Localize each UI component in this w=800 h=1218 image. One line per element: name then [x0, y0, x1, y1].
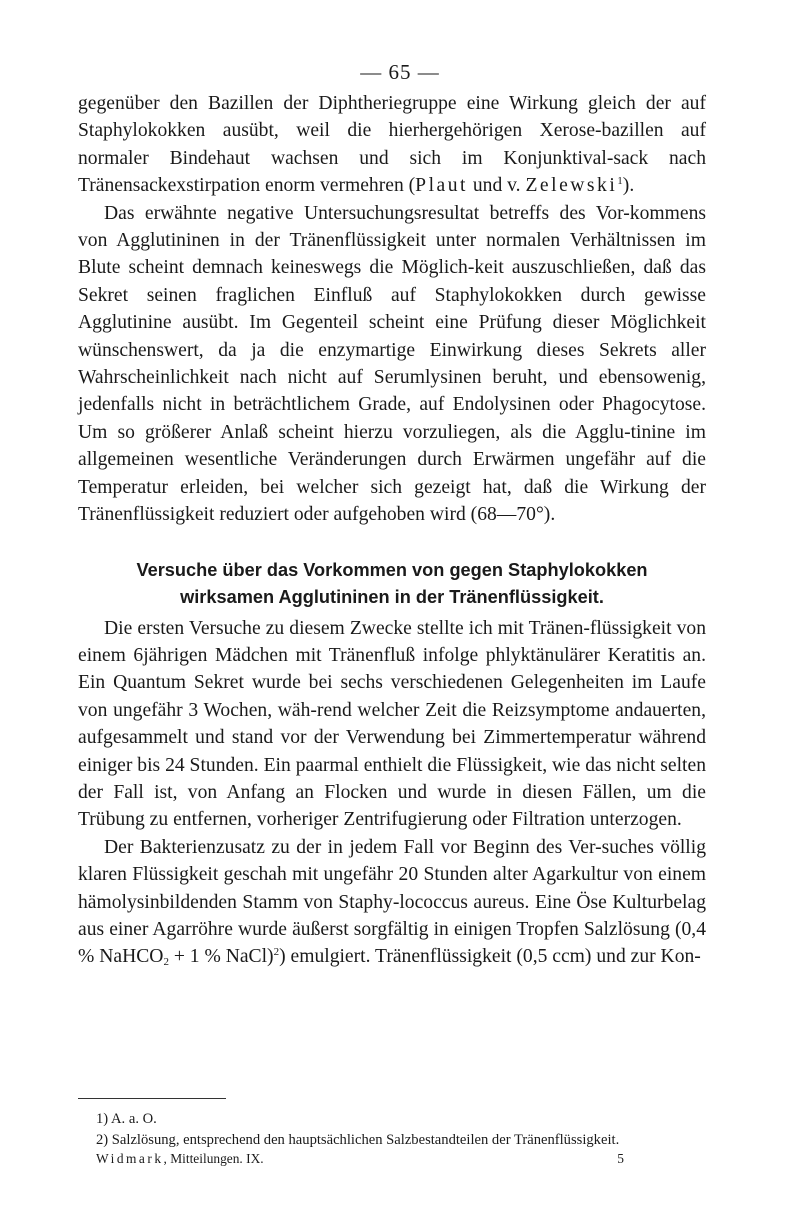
body-text	[78, 90, 706, 971]
footnote-1: 1) A. a. O.	[96, 1111, 157, 1127]
paragraph-1-text: gegenüber den Bazillen der Diphtheriegruppe eine Wirkung gleich der auf Staphylokokken ausübt, weil die hierhergehörigen Xerose-bazillen auf normaler Bindehaut wachsen und sich im Konjunktival-sack nach Tränensackexstirpation enorm vermehren (	[78, 93, 706, 197]
footnote-divider	[78, 1098, 226, 1099]
footnote-2: 2) Salzlösung, entsprechend den hauptsächlichen Salzbestandteilen der Tränenflüssigkeit.	[96, 1132, 620, 1148]
footnote-ref-1: 1	[617, 175, 623, 188]
section-heading-line-2: wirksamen Agglutininen in der Tränenflüssigkeit.	[180, 586, 604, 607]
author-zelewski: Zelewski	[525, 175, 618, 197]
paragraph-1	[78, 90, 706, 200]
paragraph-4-end: ) emulgiert. Tränenflüssigkeit (0,5 ccm) und zur Kon-	[279, 946, 701, 968]
paragraph-1-connector: und v.	[467, 175, 526, 197]
paragraph-4	[78, 834, 706, 971]
footer-source	[96, 1151, 264, 1167]
section-heading-line-1: Versuche über das Vorkommen von gegen Staphylokokken	[136, 559, 648, 580]
footnotes	[96, 1109, 706, 1151]
signature-mark: 5	[617, 1151, 624, 1166]
paragraph-2: Das erwähnte negative Untersuchungsresultat betreffs des Vor-kommens von Agglutininen in der Tränenflüssigkeit unter normalen Verhältnissen im Blute scheint demnach keineswegs die Möglich-keit auszuschließen, daß das Sekret seinen fraglichen Einfluß auf Staphylokokken durch gewisse Agglutinine ausübt. Im Gegenteil scheint eine Prüfung dieser Möglichkeit wünschenswert, da ja die enzymartige Einwirkung dieses Sekrets aller Wahrscheinlichkeit nach nicht auf Serumlysinen beruht, und ebensowenig, jedenfalls nicht in beträchtlichem Grade, auf Endolysinen oder Phagocytose. Um so größerer Anlaß scheint hierzu vorzuliegen, als die Agglu-tinine im allgemeinen wesentliche Veränderungen durch Erwärmen ungefähr auf die Temperatur erleiden, bei welcher sich gezeigt hat, daß die Wirkung der Tränenflüssigkeit reduziert oder aufgehoben wird (68—70°).	[78, 202, 706, 526]
section-heading	[78, 557, 706, 611]
subscript-2: 2	[163, 956, 169, 969]
page-number: — 65 —	[360, 60, 440, 84]
paragraph-3: Die ersten Versuche zu diesem Zwecke stellte ich mit Tränen-flüssigkeit von einem 6jährigen Mädchen mit Tränenfluß infolge phlyktänulärer Keratitis an. Ein Quantum Sekret wurde bei sechs verschiedenen Gelegenheiten im Laufe von ungefähr 3 Wochen, wäh-rend welcher Zeit die Reizsymptome andauerten, aufgesammelt und stand vor der Verwendung bei Zimmertemperatur während einiger bis 24 Stunden. Ein paarmal enthielt die Flüssigkeit, wie das nicht selten der Fall ist, von Anfang an Flocken und wurde in diesen Fällen, um die Trübung zu entfernen, vorheriger Zentrifugierung oder Filtration unterzogen.	[78, 617, 706, 831]
author-plaut: Plaut	[415, 175, 468, 197]
footer-author: Widmark	[96, 1151, 164, 1166]
page-footer	[96, 1151, 706, 1167]
footnote-ref-2: 2	[273, 946, 280, 959]
paragraph-4-text: Der Bakterienzusatz zu der in jedem Fall vor Beginn des Ver-suches völlig klaren Flüssigkeit geschah mit ungefähr 20 Stunden alter Agarkultur von einem hämolysinbildenden Stamm von Staphy-lococcus aureus. Eine Öse Kulturbelag aus einer Agarröhre wurde äußerst sorgfältig in einigen Tropfen Salzlösung (0,4 % NaHCO	[78, 836, 706, 968]
footer-series: , Mitteilungen. IX.	[163, 1151, 264, 1166]
paragraph-4-formula: + 1 % NaCl)	[168, 946, 274, 968]
paragraph-1-end: ).	[622, 175, 635, 197]
